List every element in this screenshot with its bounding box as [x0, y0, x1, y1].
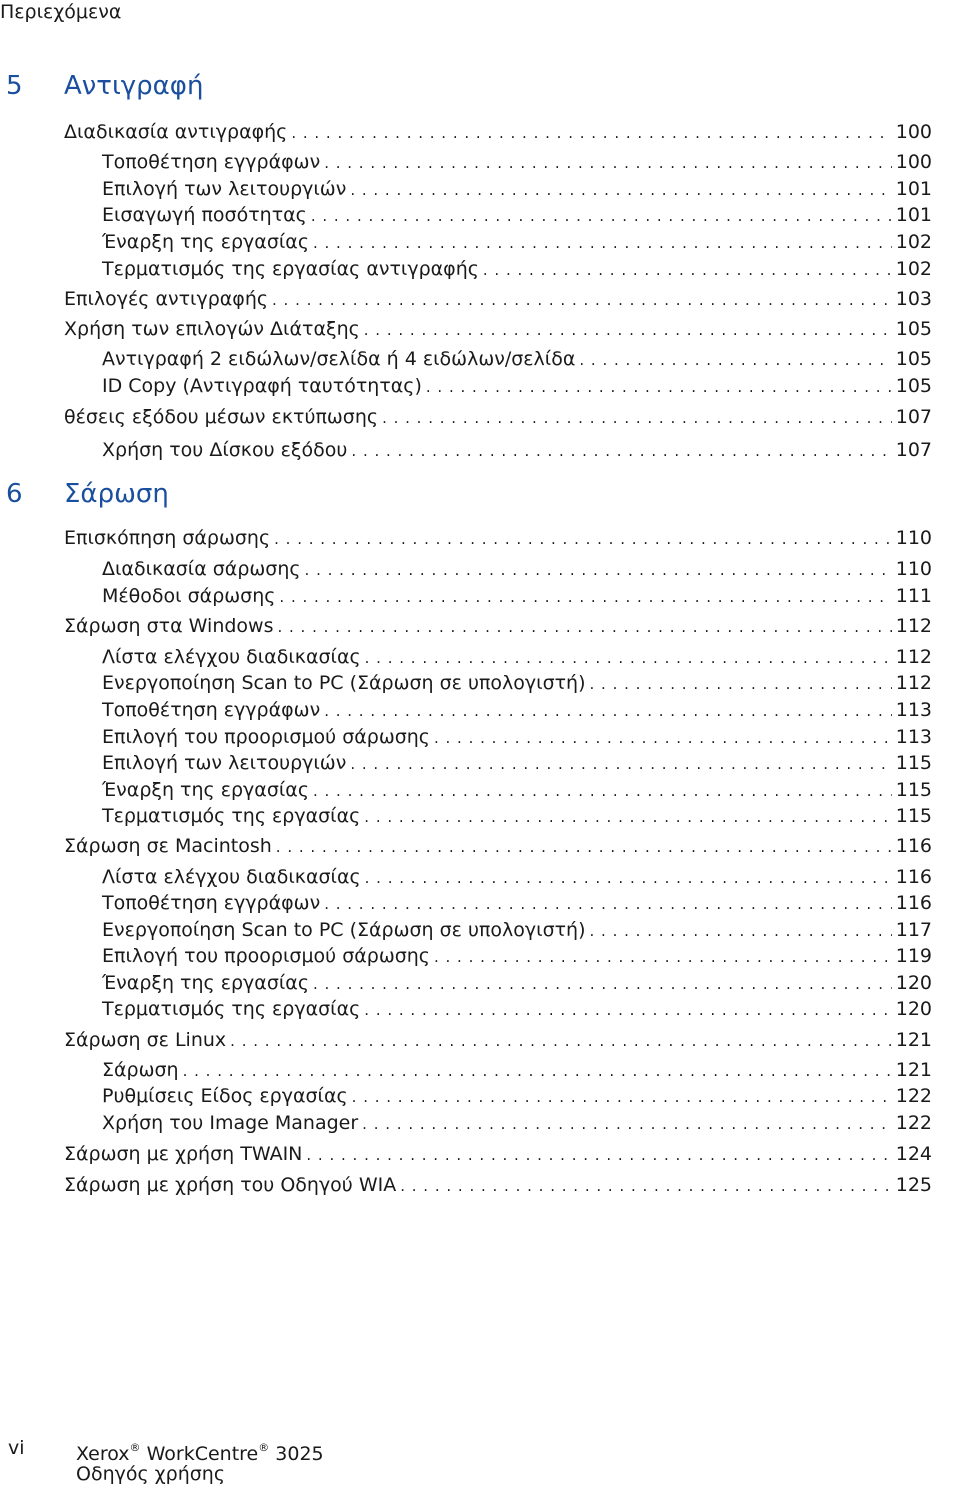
- toc-entry[interactable]: [64, 1142, 932, 1167]
- dot-leader: [579, 348, 891, 372]
- toc-entry-page: 116: [895, 866, 932, 888]
- toc-entry[interactable]: [102, 725, 932, 750]
- chapter-heading-6: [6, 478, 169, 510]
- toc-entry[interactable]: [102, 804, 932, 829]
- chapter-number: 5: [6, 71, 23, 101]
- dot-leader: [352, 1085, 892, 1109]
- toc-entry-title: Επιλογή των λειτουργιών: [102, 752, 347, 774]
- toc-entry-page: 119: [895, 945, 932, 967]
- toc-entry-title: Επισκόπηση σάρωσης: [64, 527, 271, 549]
- dot-leader: [306, 1143, 891, 1167]
- toc-entry-title: Μέθοδοι σάρωσης: [102, 585, 276, 607]
- toc-entry-title: Σάρωση στα Windows: [64, 615, 274, 637]
- toc-entry-title: Χρήση του Image Manager: [102, 1112, 359, 1134]
- toc-entry-title: Τοποθέτηση εγγράφων: [102, 151, 321, 173]
- dot-leader: [365, 866, 892, 890]
- toc-entry-page: 116: [895, 835, 932, 857]
- toc-entry[interactable]: [102, 918, 932, 943]
- toc-entry-page: 120: [895, 972, 932, 994]
- toc-entry[interactable]: [102, 865, 932, 890]
- product-line: WorkCentre: [146, 1443, 259, 1465]
- dot-leader: [434, 945, 892, 969]
- toc-entry-page: 124: [895, 1143, 932, 1165]
- toc-entry-title: Λίστα ελέγχου διαδικασίας: [102, 866, 361, 888]
- toc-entry-page: 120: [895, 998, 932, 1020]
- toc-entry-title: Σάρωση σε Macintosh: [64, 835, 272, 857]
- toc-entry[interactable]: [64, 1028, 932, 1053]
- toc-entry-page: 101: [895, 204, 932, 226]
- toc-entry-title: Έναρξη της εργασίας: [102, 231, 309, 253]
- toc-entry-title: Επιλογή του προορισμού σάρωσης: [102, 726, 430, 748]
- toc-entry-title: Επιλογές αντιγραφής: [64, 288, 269, 310]
- toc-entry[interactable]: [102, 203, 932, 228]
- toc-entry[interactable]: [102, 645, 932, 670]
- toc-entry-page: 116: [895, 892, 932, 914]
- toc-entry-page: 102: [895, 231, 932, 253]
- toc-entry-title: Τερματισμός της εργασίας: [102, 805, 361, 827]
- dot-leader: [230, 1029, 892, 1053]
- toc-entry[interactable]: [102, 751, 932, 776]
- toc-entry-page: 115: [895, 779, 932, 801]
- dot-leader: [313, 972, 892, 996]
- toc-entry-page: 115: [895, 752, 932, 774]
- chapter-title: Σάρωση: [64, 479, 169, 509]
- dot-leader: [272, 288, 892, 312]
- toc-entry-title: Έναρξη της εργασίας: [102, 972, 309, 994]
- dot-leader: [364, 805, 891, 829]
- toc-entry-page: 105: [895, 318, 932, 340]
- toc-entry[interactable]: [102, 584, 932, 609]
- toc-entry[interactable]: [102, 1058, 932, 1083]
- dot-leader: [362, 1112, 892, 1136]
- toc-entry-page: 115: [895, 805, 932, 827]
- dot-leader: [274, 527, 892, 551]
- dot-leader: [590, 672, 892, 696]
- toc-entry[interactable]: [102, 698, 932, 723]
- toc-entry-title: Σάρωση: [102, 1059, 179, 1081]
- chapter-number: 6: [6, 479, 23, 509]
- toc-entry-page: 117: [895, 919, 932, 941]
- dot-leader: [590, 919, 892, 943]
- toc-entry-page: 110: [895, 527, 932, 549]
- registered-mark: ®: [129, 1441, 141, 1454]
- toc-entry-page: 112: [895, 615, 932, 637]
- toc-entry[interactable]: [64, 526, 932, 551]
- toc-entry[interactable]: [102, 1111, 932, 1136]
- toc-entry-title: Χρήση του Δίσκου εξόδου: [102, 439, 348, 461]
- toc-entry[interactable]: [64, 317, 932, 342]
- brand-name: Xerox: [76, 1443, 130, 1465]
- toc-entry-page: 113: [895, 726, 932, 748]
- toc-entry-page: 110: [895, 558, 932, 580]
- dot-leader: [324, 699, 892, 723]
- dot-leader: [483, 258, 892, 282]
- dot-leader: [183, 1059, 892, 1083]
- chapter-heading-5: [6, 70, 203, 102]
- toc-entry-page: 102: [895, 258, 932, 280]
- toc-entry-page: 112: [895, 646, 932, 668]
- chapter-title: Αντιγραφή: [64, 71, 204, 101]
- dot-leader: [279, 585, 891, 609]
- toc-entry[interactable]: [64, 287, 932, 312]
- toc-entry-title: Διαδικασία σάρωσης: [102, 558, 301, 580]
- toc-entry[interactable]: [102, 944, 932, 969]
- toc-entry[interactable]: [102, 971, 932, 996]
- dot-leader: [291, 121, 891, 145]
- toc-entry[interactable]: [102, 891, 932, 916]
- toc-entry-title: Αντιγραφή 2 ειδώλων/σελίδα ή 4 ειδώλων/σελίδα: [102, 348, 576, 370]
- toc-entry-page: 105: [895, 348, 932, 370]
- toc-entry-page: 122: [895, 1112, 932, 1134]
- page-number: vi: [8, 1437, 25, 1459]
- toc-entry-page: 107: [895, 406, 932, 428]
- toc-entry-title: Σάρωση με χρήση TWAIN: [64, 1143, 303, 1165]
- toc-entry[interactable]: [102, 150, 932, 175]
- toc-entry[interactable]: [102, 257, 932, 282]
- toc-entry-title: Ρυθμίσεις Είδος εργασίας: [102, 1085, 348, 1107]
- toc-entry-title: Χρήση των επιλογών Διάταξης: [64, 318, 360, 340]
- toc-entry-page: 105: [895, 375, 932, 397]
- toc-entry-title: Ενεργοποίηση Scan to PC (Σάρωση σε υπολογιστή): [102, 919, 586, 941]
- toc-entry-title: Σάρωση σε Linux: [64, 1029, 227, 1051]
- dot-leader: [324, 151, 892, 175]
- toc-entry-page: 121: [895, 1029, 932, 1051]
- toc-entry[interactable]: [64, 405, 932, 430]
- toc-entry[interactable]: [102, 177, 932, 202]
- toc-entry-page: 111: [895, 585, 932, 607]
- toc-entry-title: Επιλογή των λειτουργιών: [102, 178, 347, 200]
- dot-leader: [313, 231, 892, 255]
- toc-entry-page: 103: [895, 288, 932, 310]
- dot-leader: [276, 835, 892, 859]
- dot-leader: [350, 178, 891, 202]
- toc-entry-page: 101: [895, 178, 932, 200]
- toc-entry[interactable]: [102, 374, 932, 399]
- toc-entry-title: Ενεργοποίηση Scan to PC (Σάρωση σε υπολογιστή): [102, 672, 586, 694]
- dot-leader: [313, 779, 892, 803]
- toc-entry-page: 100: [895, 151, 932, 173]
- dot-leader: [365, 646, 892, 670]
- dot-leader: [324, 892, 892, 916]
- toc-entry[interactable]: [64, 614, 932, 639]
- toc-entry[interactable]: [102, 347, 932, 372]
- toc-entry-title: Τερματισμός της εργασίας αντιγραφής: [102, 258, 479, 280]
- toc-entry-title: Διαδικασία αντιγραφής: [64, 121, 288, 143]
- dot-leader: [351, 439, 891, 463]
- toc-entry-title: Τοποθέτηση εγγράφων: [102, 892, 321, 914]
- dot-leader: [400, 1174, 892, 1198]
- toc-entry-title: Τοποθέτηση εγγράφων: [102, 699, 321, 721]
- toc-entry-title: Επιλογή του προορισμού σάρωσης: [102, 945, 430, 967]
- toc-entry[interactable]: [102, 671, 932, 696]
- toc-entry-title: ID Copy (Αντιγραφή ταυτότητας): [102, 375, 422, 397]
- toc-entry[interactable]: [64, 1173, 932, 1198]
- dot-leader: [305, 558, 892, 582]
- guide-title: Οδηγός χρήσης: [76, 1463, 225, 1485]
- running-header: Περιεχόμενα: [0, 1, 122, 23]
- dot-leader: [364, 998, 891, 1022]
- dot-leader: [350, 752, 891, 776]
- toc-entry[interactable]: [102, 1084, 932, 1109]
- toc-entry[interactable]: [102, 557, 932, 582]
- dot-leader: [311, 204, 892, 228]
- toc-entry-page: 107: [895, 439, 932, 461]
- toc-entry-title: Λίστα ελέγχου διαδικασίας: [102, 646, 361, 668]
- product-model: 3025: [275, 1443, 324, 1465]
- toc-entry[interactable]: [102, 997, 932, 1022]
- registered-mark: ®: [258, 1441, 270, 1454]
- toc-entry-page: 122: [895, 1085, 932, 1107]
- toc-entry-page: 121: [895, 1059, 932, 1081]
- toc-entry[interactable]: [64, 834, 932, 859]
- dot-leader: [426, 375, 892, 399]
- dot-leader: [434, 726, 892, 750]
- toc-entry-title: θέσεις εξόδου μέσων εκτύπωσης: [64, 406, 379, 428]
- toc-entry-page: 112: [895, 672, 932, 694]
- toc-entry-title: Εισαγωγή ποσότητας: [102, 204, 307, 226]
- toc-entry[interactable]: [102, 778, 932, 803]
- toc-entry-page: 113: [895, 699, 932, 721]
- toc-entry-title: Έναρξη της εργασίας: [102, 779, 309, 801]
- toc-entry-page: 100: [895, 121, 932, 143]
- dot-leader: [277, 615, 891, 639]
- toc-entry[interactable]: [64, 120, 932, 145]
- toc-entry-title: Σάρωση με χρήση του Οδηγού WIA: [64, 1174, 397, 1196]
- toc-entry-page: 125: [895, 1174, 932, 1196]
- toc-entry[interactable]: [102, 230, 932, 255]
- toc-entry-title: Τερματισμός της εργασίας: [102, 998, 361, 1020]
- dot-leader: [382, 406, 892, 430]
- toc-entry[interactable]: [102, 438, 932, 463]
- dot-leader: [364, 318, 892, 342]
